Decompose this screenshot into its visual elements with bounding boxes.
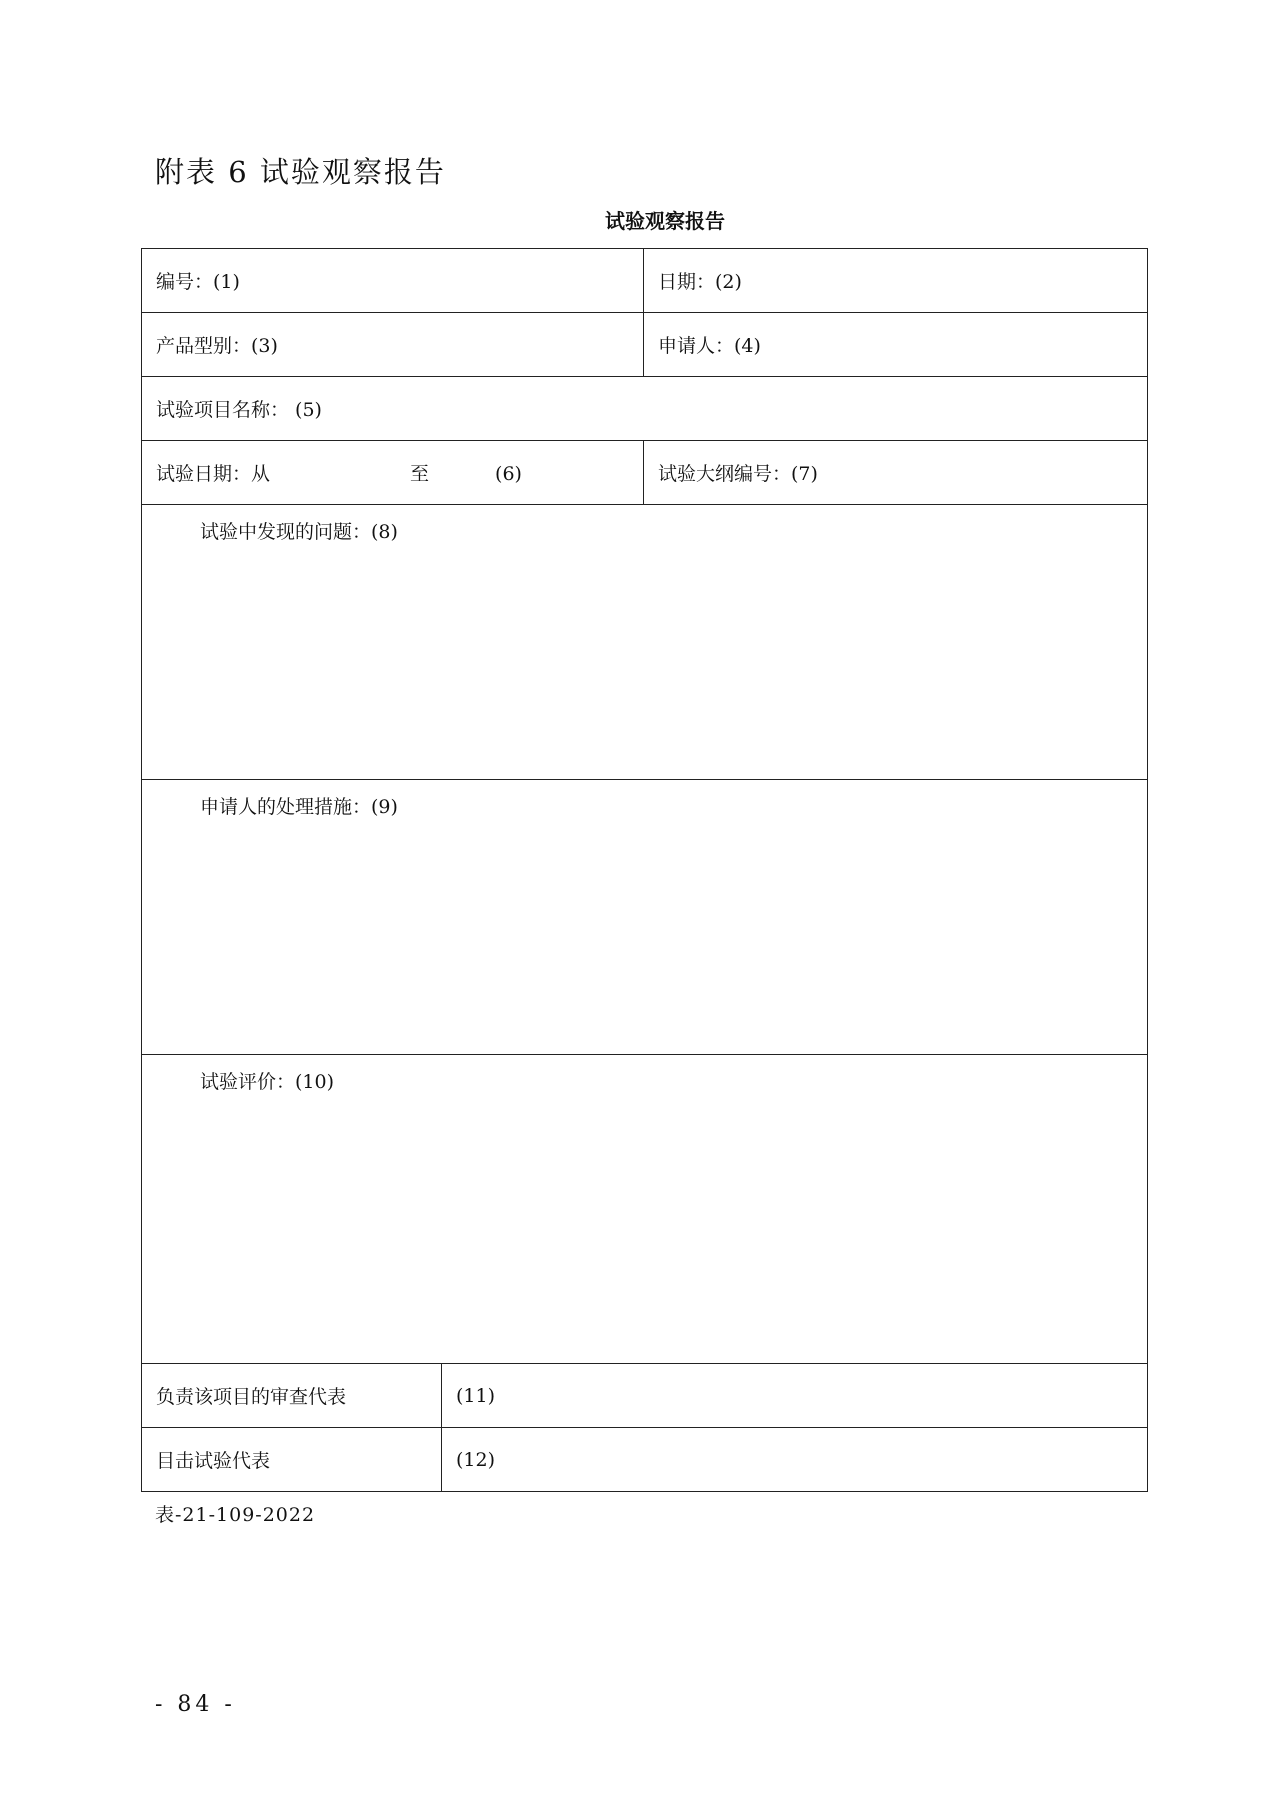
test-date-to-label: 至	[410, 463, 430, 485]
applicant-measures-field[interactable]: 申请人的处理措施：(9)	[142, 780, 1148, 1055]
test-item-name-field[interactable]: 试验项目名称： (5)	[142, 377, 1148, 441]
applicant-field[interactable]: 申请人：(4)	[644, 313, 1148, 377]
observation-report-table	[141, 248, 1148, 1492]
number-field[interactable]: 编号：(1)	[142, 249, 644, 313]
form-title: 试验观察报告	[605, 209, 725, 233]
test-date-ref: (6)	[495, 463, 522, 485]
witness-rep-label: 目击试验代表	[142, 1428, 442, 1492]
test-date-field[interactable]	[142, 441, 644, 505]
test-evaluation-field[interactable]: 试验评价：(10)	[142, 1055, 1148, 1364]
page-number: - 84 -	[155, 1692, 236, 1717]
form-code: 表-21-109-2022	[155, 1504, 316, 1526]
witness-rep-value[interactable]: (12)	[442, 1428, 1148, 1492]
test-date-from-label: 试验日期：从	[156, 463, 271, 485]
test-outline-number-field[interactable]: 试验大纲编号：(7)	[644, 441, 1148, 505]
date-field[interactable]: 日期：(2)	[644, 249, 1148, 313]
product-model-field[interactable]: 产品型别：(3)	[142, 313, 644, 377]
problems-found-field[interactable]: 试验中发现的问题：(8)	[142, 505, 1148, 780]
review-rep-label: 负责该项目的审查代表	[142, 1364, 442, 1428]
appendix-title: 附表 6 试验观察报告	[155, 155, 446, 189]
review-rep-value[interactable]: (11)	[442, 1364, 1148, 1428]
